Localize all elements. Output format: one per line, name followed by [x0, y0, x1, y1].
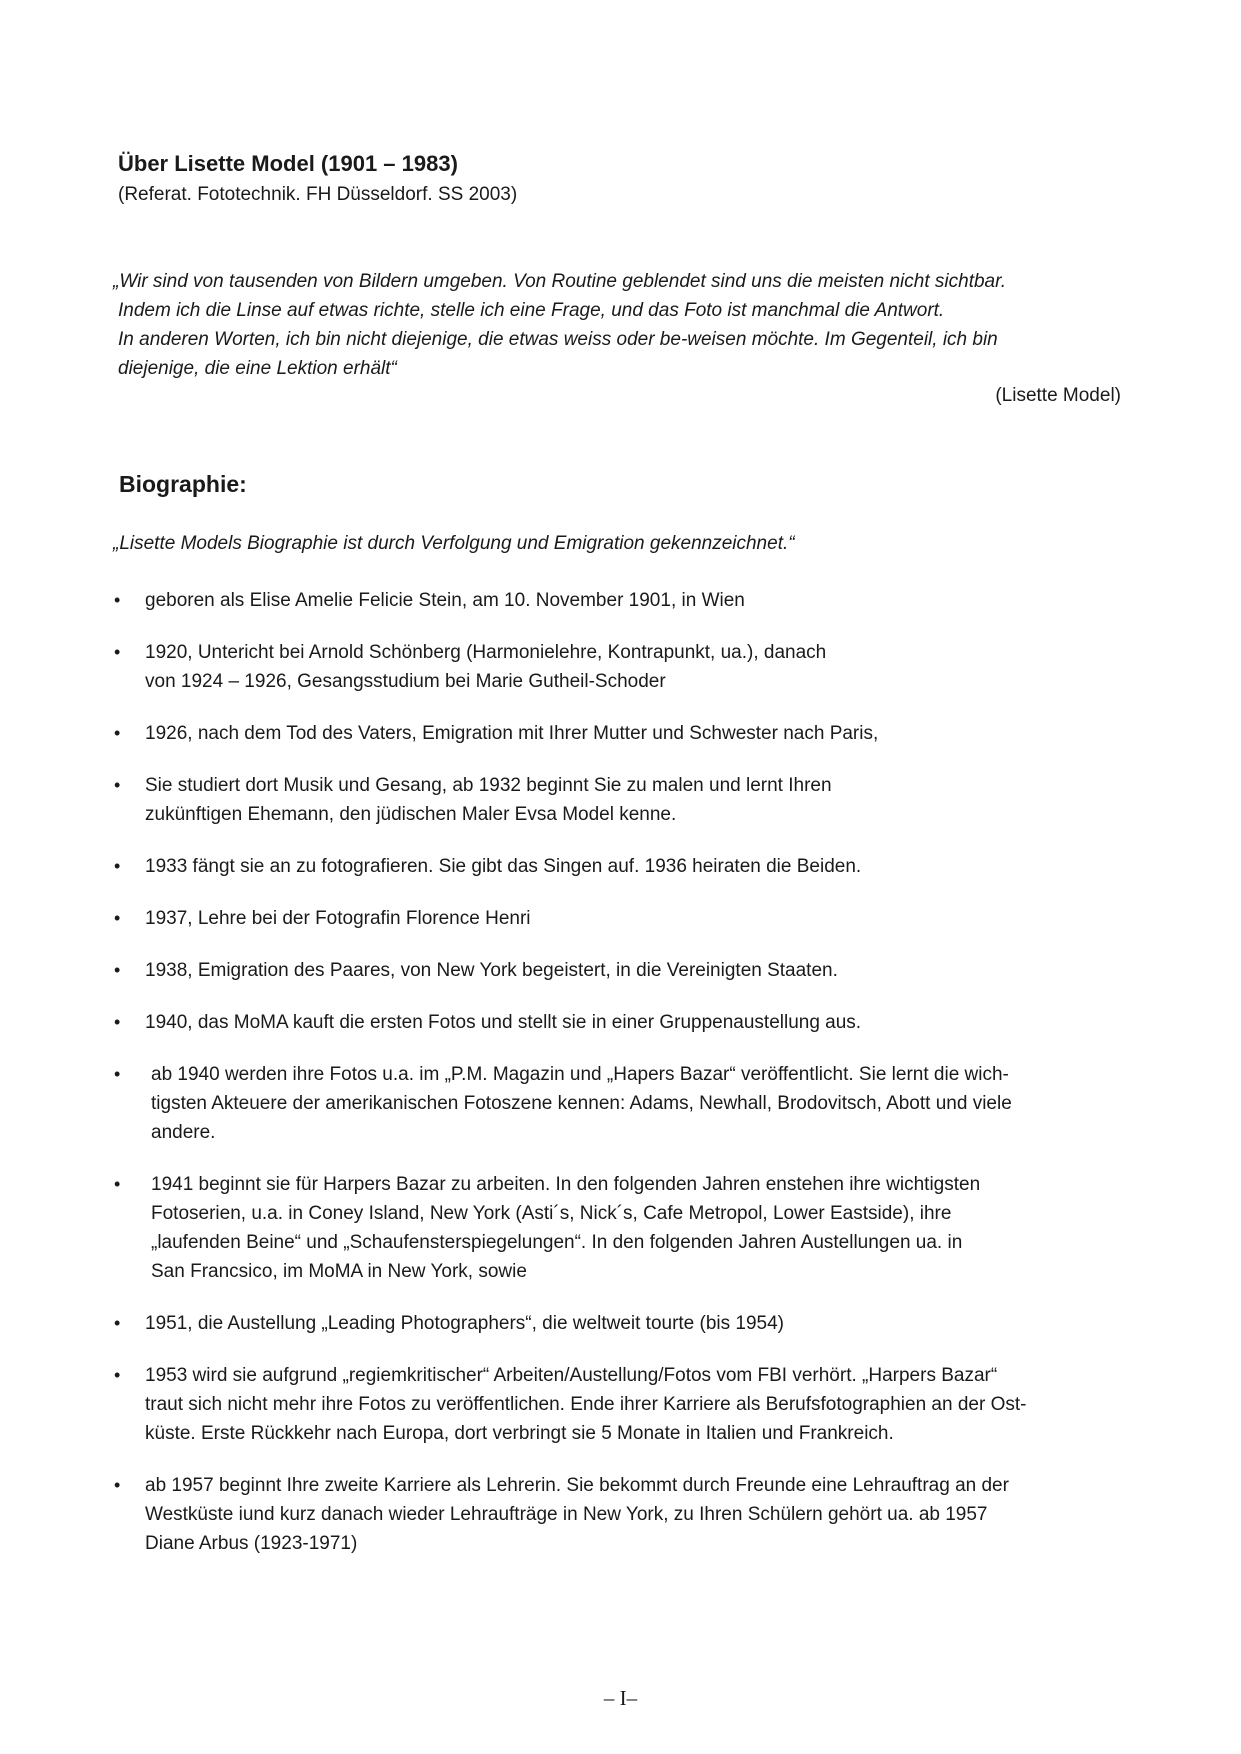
biography-list-item	[112, 1361, 1132, 1448]
quote-line: Indem ich die Linse auf etwas richte, stelle ich eine Frage, und das Foto ist manchmal die Antwort.	[118, 300, 945, 321]
biography-item-text: zukünftigen Ehemann, den jüdischen Maler Evsa Model kenne.	[145, 804, 677, 825]
biography-item-text: ab 1940 werden ihre Fotos u.a. im „P.M. Magazin und „Hapers Bazar“ veröffentlicht. Sie lernt die wich-	[151, 1064, 1009, 1085]
document-title: Über Lisette Model (1901 – 1983)	[118, 151, 458, 176]
bullet-dot-icon: •	[114, 856, 121, 876]
bullet-dot-icon: •	[114, 1064, 121, 1084]
biography-item-text: geboren als Elise Amelie Felicie Stein, am 10. November 1901, in Wien	[145, 590, 745, 611]
biography-list-item	[112, 956, 1132, 985]
biography-item-text: Fotoserien, u.a. in Coney Island, New York (Asti´s, Nick´s, Cafe Metropol, Lower Eastside), ihre	[151, 1203, 952, 1224]
biography-item-text: 1941 beginnt sie für Harpers Bazar zu arbeiten. In den folgenden Jahren enstehen ihre wichtigsten	[151, 1174, 981, 1195]
section-heading-biography: Biographie:	[119, 471, 247, 497]
biography-list-item	[112, 904, 1132, 933]
biography-item-text: 1938, Emigration des Paares, von New York begeistert, in die Vereinigten Staaten.	[145, 960, 838, 981]
quote-line: diejenige, die eine Lektion erhält“	[118, 358, 397, 379]
biography-item-text: traut sich nicht mehr ihre Fotos zu veröffentlichen. Ende ihrer Karriere als Berufsfotographien an der Ost-	[145, 1394, 1027, 1415]
bullet-dot-icon: •	[114, 908, 121, 928]
biography-item-text: 1926, nach dem Tod des Vaters, Emigration mit Ihrer Mutter und Schwester nach Paris,	[145, 723, 879, 744]
biography-item-text: „laufenden Beine“ und „Schaufensterspiegelungen“. In den folgenden Jahren Austellungen ua. in	[151, 1232, 963, 1253]
biography-list-item	[112, 1309, 1132, 1338]
biography-item-text: 1933 fängt sie an zu fotografieren. Sie gibt das Singen auf. 1936 heiraten die Beiden.	[145, 856, 862, 877]
biography-list-item	[112, 1471, 1132, 1558]
biography-item-text: 1937, Lehre bei der Fotografin Florence Henri	[145, 908, 531, 929]
bullet-dot-icon: •	[114, 642, 121, 662]
biography-item-text: Sie studiert dort Musik und Gesang, ab 1932 beginnt Sie zu malen und lernt Ihren	[145, 775, 832, 796]
biography-list-item	[112, 586, 1132, 615]
biography-item-text: küste. Erste Rückkehr nach Europa, dort verbringt sie 5 Monate in Italien und Frankreich.	[145, 1423, 894, 1444]
biography-list-item	[112, 1060, 1132, 1147]
biography-list-item	[112, 771, 1132, 829]
opening-quote	[113, 267, 1143, 383]
quote-attribution: (Lisette Model)	[995, 385, 1121, 406]
bullet-dot-icon: •	[114, 775, 121, 795]
bullet-dot-icon: •	[114, 1012, 121, 1032]
page-number: – I–	[603, 1686, 638, 1710]
biography-list-item	[112, 1008, 1132, 1037]
bullet-dot-icon: •	[114, 1475, 121, 1495]
biography-list	[112, 586, 1132, 1558]
biography-item-text: andere.	[151, 1122, 216, 1143]
biography-intro-quote: „Lisette Models Biographie ist durch Verfolgung und Emigration gekennzeichnet.“	[113, 533, 795, 554]
bullet-dot-icon: •	[114, 1313, 121, 1333]
biography-item-text: Diane Arbus (1923-1971)	[145, 1533, 358, 1554]
quote-line: In anderen Worten, ich bin nicht diejenige, die etwas weiss oder be-weisen möchte. Im Gegenteil, ich bin	[118, 329, 998, 350]
biography-list-item	[112, 1170, 1132, 1286]
biography-item-text: von 1924 – 1926, Gesangsstudium bei Marie Gutheil-Schoder	[145, 671, 666, 692]
biography-item-text: tigsten Akteuere der amerikanischen Fotoszene kennen: Adams, Newhall, Brodovitsch, Abott und viele	[151, 1093, 1012, 1114]
biography-list-item	[112, 638, 1132, 696]
document-subtitle: (Referat. Fototechnik. FH Düsseldorf. SS 2003)	[118, 184, 518, 205]
biography-item-text: ab 1957 beginnt Ihre zweite Karriere als Lehrerin. Sie bekommt durch Freunde eine Lehrauftrag an der	[145, 1475, 1009, 1496]
biography-item-text: 1940, das MoMA kauft die ersten Fotos und stellt sie in einer Gruppenaustellung aus.	[145, 1012, 862, 1033]
bullet-dot-icon: •	[114, 960, 121, 980]
biography-item-text: Westküste iund kurz danach wieder Lehraufträge in New York, zu Ihren Schülern gehört ua. ab 1957	[145, 1504, 988, 1525]
bullet-dot-icon: •	[114, 1174, 121, 1194]
bullet-dot-icon: •	[114, 590, 121, 610]
biography-item-text: 1920, Untericht bei Arnold Schönberg (Harmonielehre, Kontrapunkt, ua.), danach	[145, 642, 827, 663]
biography-item-text: 1951, die Austellung „Leading Photographers“, die weltweit tourte (bis 1954)	[145, 1313, 785, 1334]
biography-list-item	[112, 852, 1132, 881]
bullet-dot-icon: •	[114, 1365, 121, 1385]
biography-item-text: San Francsico, im MoMA in New York, sowie	[151, 1261, 527, 1282]
quote-line: „Wir sind von tausenden von Bildern umgeben. Von Routine geblendet sind uns die meisten nicht sichtbar.	[113, 271, 1007, 292]
biography-item-text: 1953 wird sie aufgrund „regiemkritischer“ Arbeiten/Austellung/Fotos vom FBI verhört. „Harpers Bazar“	[145, 1365, 998, 1386]
biography-list-item	[112, 719, 1132, 748]
bullet-dot-icon: •	[114, 723, 121, 743]
